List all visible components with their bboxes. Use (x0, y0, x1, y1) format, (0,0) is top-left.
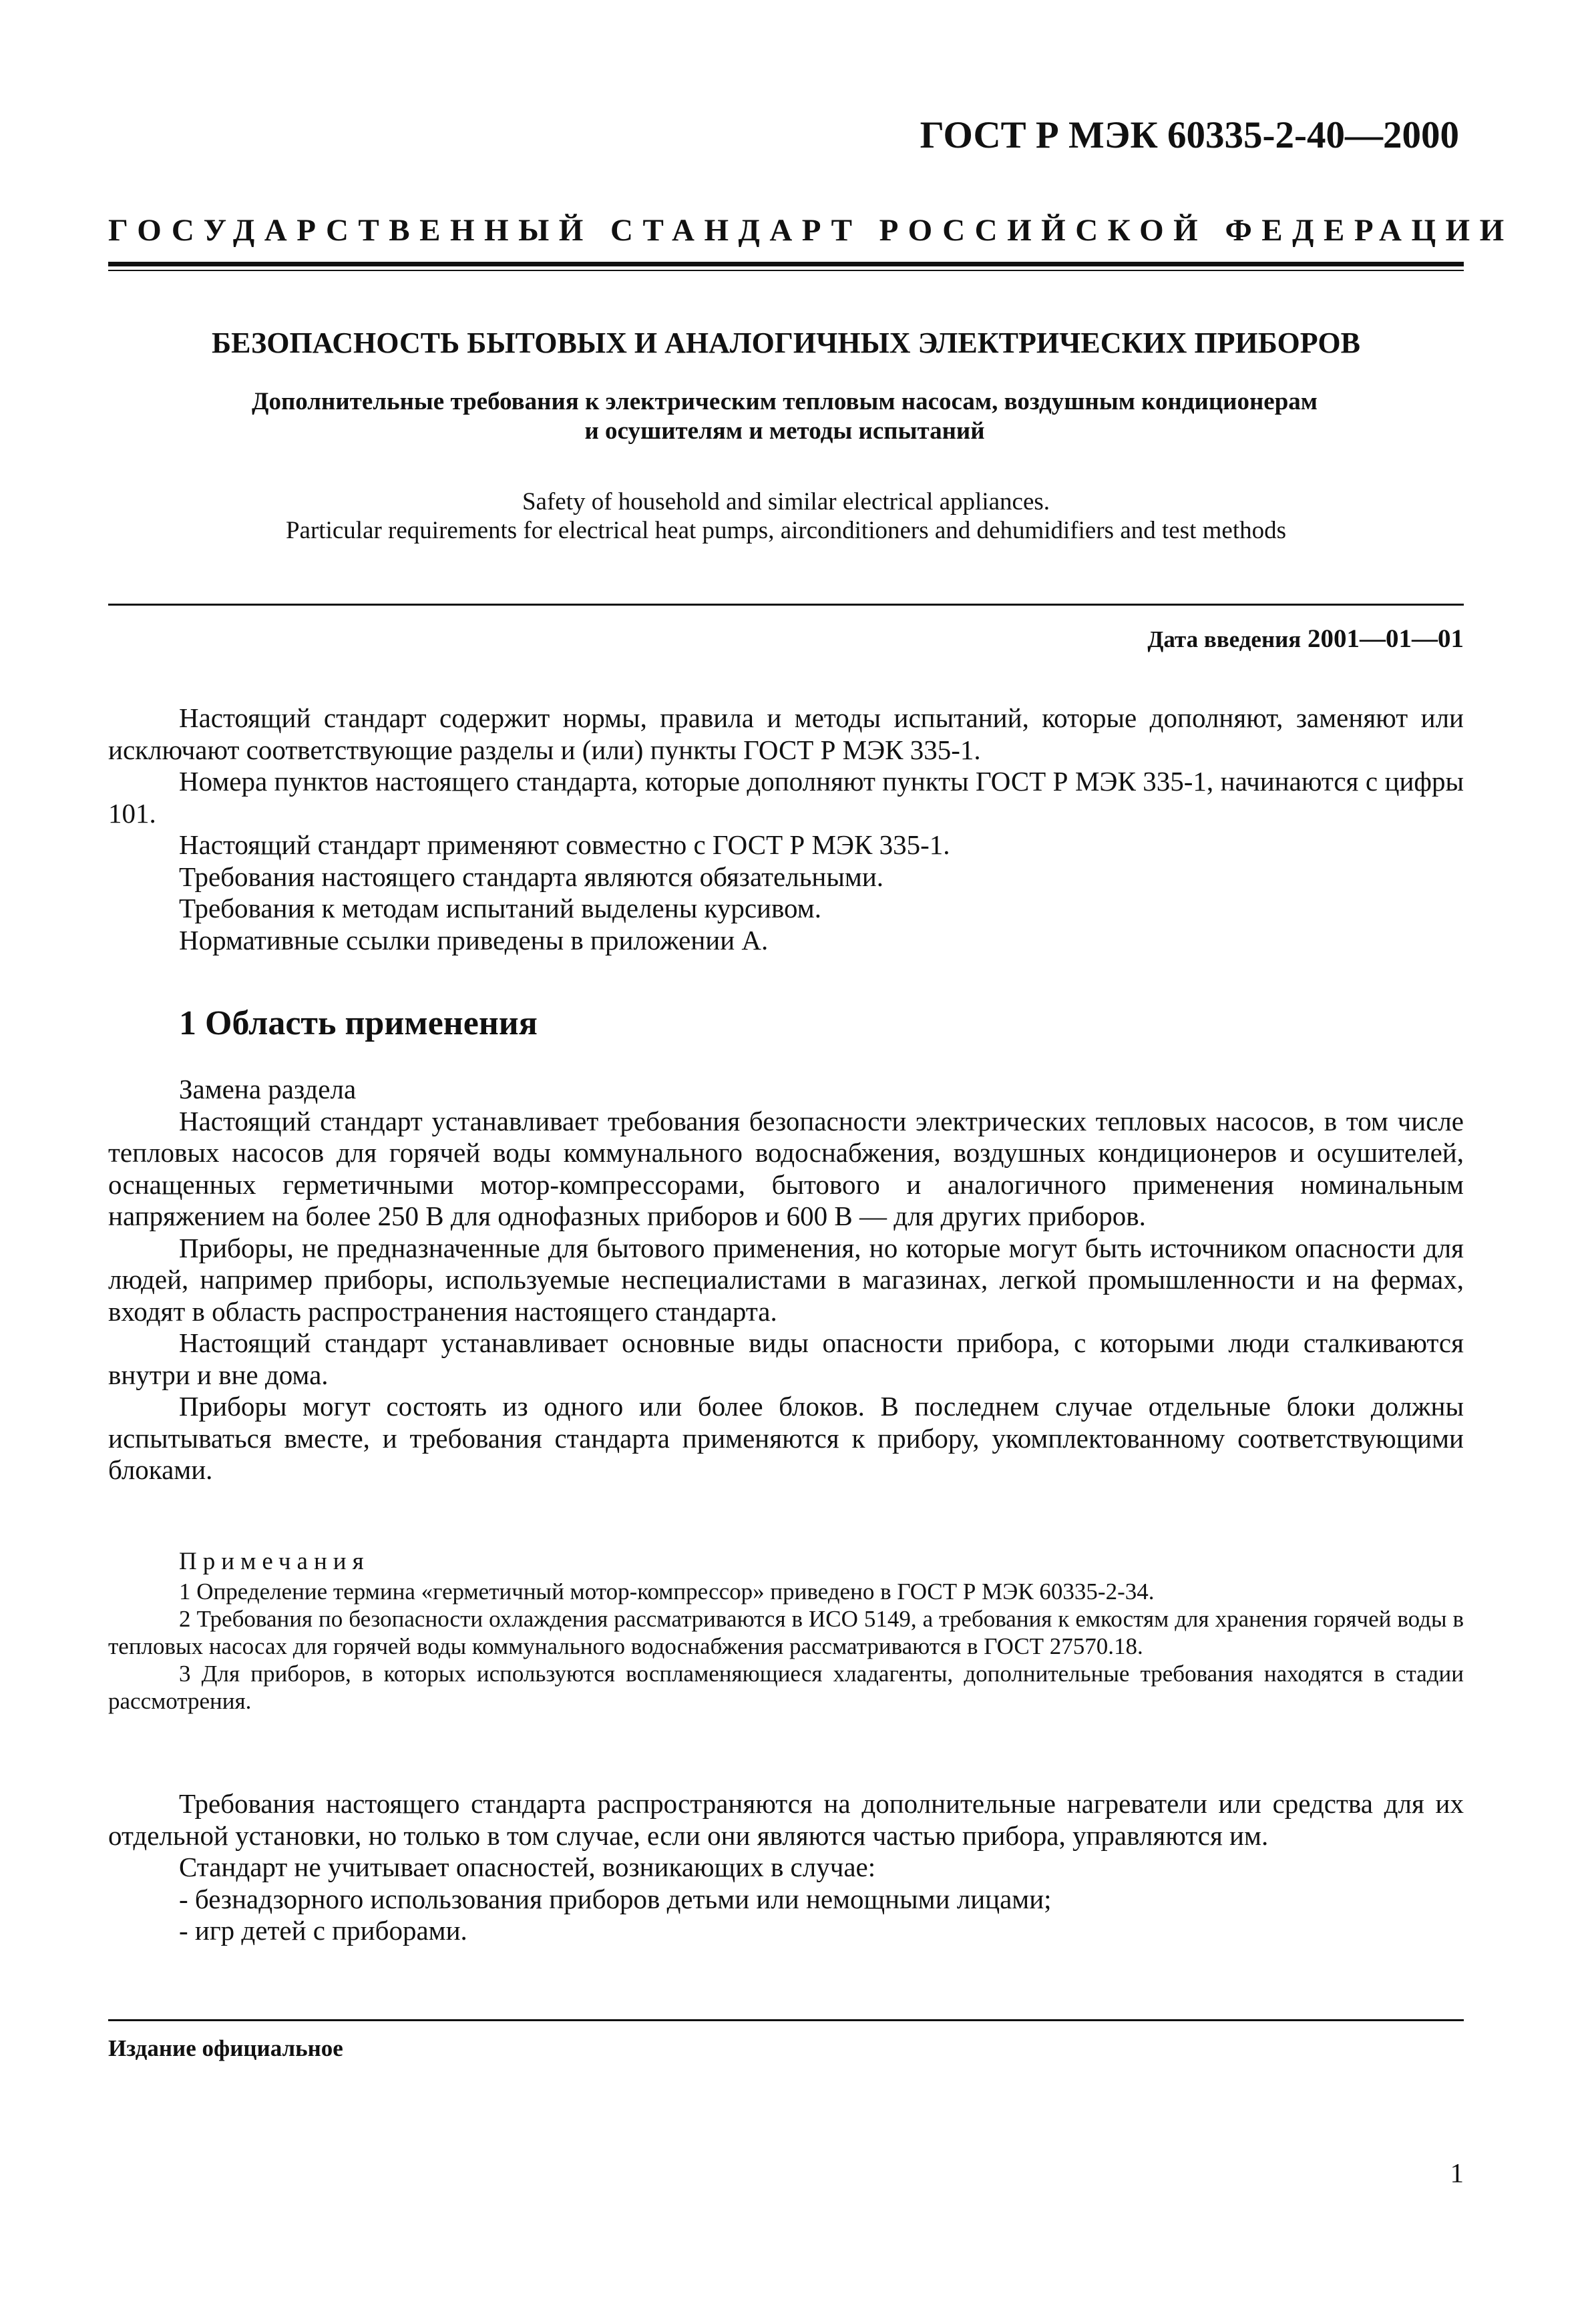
intro-date-rule (108, 604, 1464, 606)
edition-label: Издание официальное (108, 2035, 343, 2061)
tail-list-item: - игр детей с приборами. (179, 1915, 467, 1946)
notes-block (108, 1548, 1464, 1715)
header-rule-thin (108, 270, 1464, 271)
scope-paragraph: Приборы могут состоять из одного или более блоков. В последнем случае отдельные блоки должны испытываться вместе, и требования стандарта применяются к прибору, укомплектованному соответствующими блоками. (108, 1391, 1464, 1485)
scope-text (108, 1074, 1464, 1486)
intro-paragraph: Требования настоящего стандарта являются обязательными. (179, 861, 884, 892)
scope-paragraph: Замена раздела (179, 1074, 357, 1104)
tail-paragraph: Требования настоящего стандарта распространяются на дополнительные нагреватели или средства для их отдельной установки, но только в том случае, если они являются частью прибора, управляются им. (108, 1788, 1464, 1851)
english-title-line-2: Particular requirements for electrical heat pumps, airconditioners and dehumidifiers and test methods (285, 517, 1286, 544)
footer-rule (108, 2019, 1464, 2021)
document-title: БЕЗОПАСНОСТЬ БЫТОВЫХ И АНАЛОГИЧНЫХ ЭЛЕКТРИЧЕСКИХ ПРИБОРОВ (212, 327, 1360, 359)
note-item: 1 Определение термина «герметичный мотор-компрессор» приведено в ГОСТ Р МЭК 60335-2-34. (179, 1579, 1155, 1605)
english-title-line-1: Safety of household and similar electrical appliances. (522, 488, 1050, 515)
scope-paragraph: Приборы, не предназначенные для бытового применения, но которые могут быть источником опасности для людей, например приборы, используемые неспециалистами в магазинах, легкой промышленности и на фермах, входят в область распространения настоящего стандарта. (108, 1232, 1464, 1327)
section-heading-scope: 1 Область применения (179, 1004, 538, 1042)
english-title (108, 487, 1464, 545)
document-subtitle (134, 387, 1436, 446)
note-item: 3 Для приборов, в которых используются воспламеняющиеся хладагенты, дополнительные требования находятся в стадии рассмотрения. (108, 1661, 1464, 1714)
intro-paragraph: Настоящий стандарт содержит нормы, правила и методы испытаний, которые дополняют, заменяют или исключают соответствующие разделы и (или) пункты ГОСТ Р МЭК 335-1. (108, 702, 1464, 765)
tail-paragraph: Стандарт не учитывает опасностей, возникающих в случае: (179, 1852, 876, 1882)
tail-list-item: - безнадзорного использования приборов детьми или немощными лицами; (179, 1883, 1052, 1914)
notes-heading: Примечания (179, 1548, 370, 1575)
standard-number: ГОСТ Р МЭК 60335-2-40—2000 (920, 114, 1459, 156)
intro-text (108, 702, 1464, 956)
intro-date-value: 2001—01—01 (1308, 624, 1464, 653)
header-rule-thick (108, 262, 1464, 266)
scope-paragraph: Настоящий стандарт устанавливает требования безопасности электрических тепловых насосов, в том числе тепловых насосов для горячей воды коммунального водоснабжения, воздушных кондиционеров и осушителей, оснащенных герметичными мотор-компрессорами, бытового и аналогичного применения номинальным напряжением на более 250 В для однофазных приборов и 600 В — для других приборов. (108, 1105, 1464, 1231)
intro-paragraph: Настоящий стандарт применяют совместно с ГОСТ Р МЭК 335-1. (179, 829, 950, 860)
intro-paragraph: Номера пунктов настоящего стандарта, которые дополняют пункты ГОСТ Р МЭК 335-1, начинаются с цифры 101. (108, 766, 1464, 829)
page-number: 1 (1450, 2157, 1464, 2188)
subtitle-line-1: Дополнительные требования к электрическим тепловым насосам, воздушным кондиционерам (251, 388, 1318, 415)
scope-tail-text (108, 1788, 1464, 1947)
intro-date (1147, 624, 1464, 654)
note-item: 2 Требования по безопасности охлаждения рассматриваются в ИСО 5149, а требования к емкостям для хранения горячей воды в тепловых насосах для горячей воды коммунального водоснабжения рассматриваются в ГОСТ 27570.18. (108, 1606, 1464, 1659)
scope-paragraph: Настоящий стандарт устанавливает основные виды опасности прибора, с которыми люди сталкиваются внутри и вне дома. (108, 1327, 1464, 1390)
intro-paragraph: Нормативные ссылки приведены в приложении А. (179, 924, 769, 956)
agency-banner: ГОСУДАРСТВЕННЫЙ СТАНДАРТ РОССИЙСКОЙ ФЕДЕРАЦИИ (108, 213, 1514, 248)
subtitle-line-2: и осушителям и методы испытаний (584, 417, 985, 445)
intro-date-label: Дата введения (1147, 626, 1302, 652)
intro-paragraph: Требования к методам испытаний выделены курсивом. (179, 893, 821, 923)
